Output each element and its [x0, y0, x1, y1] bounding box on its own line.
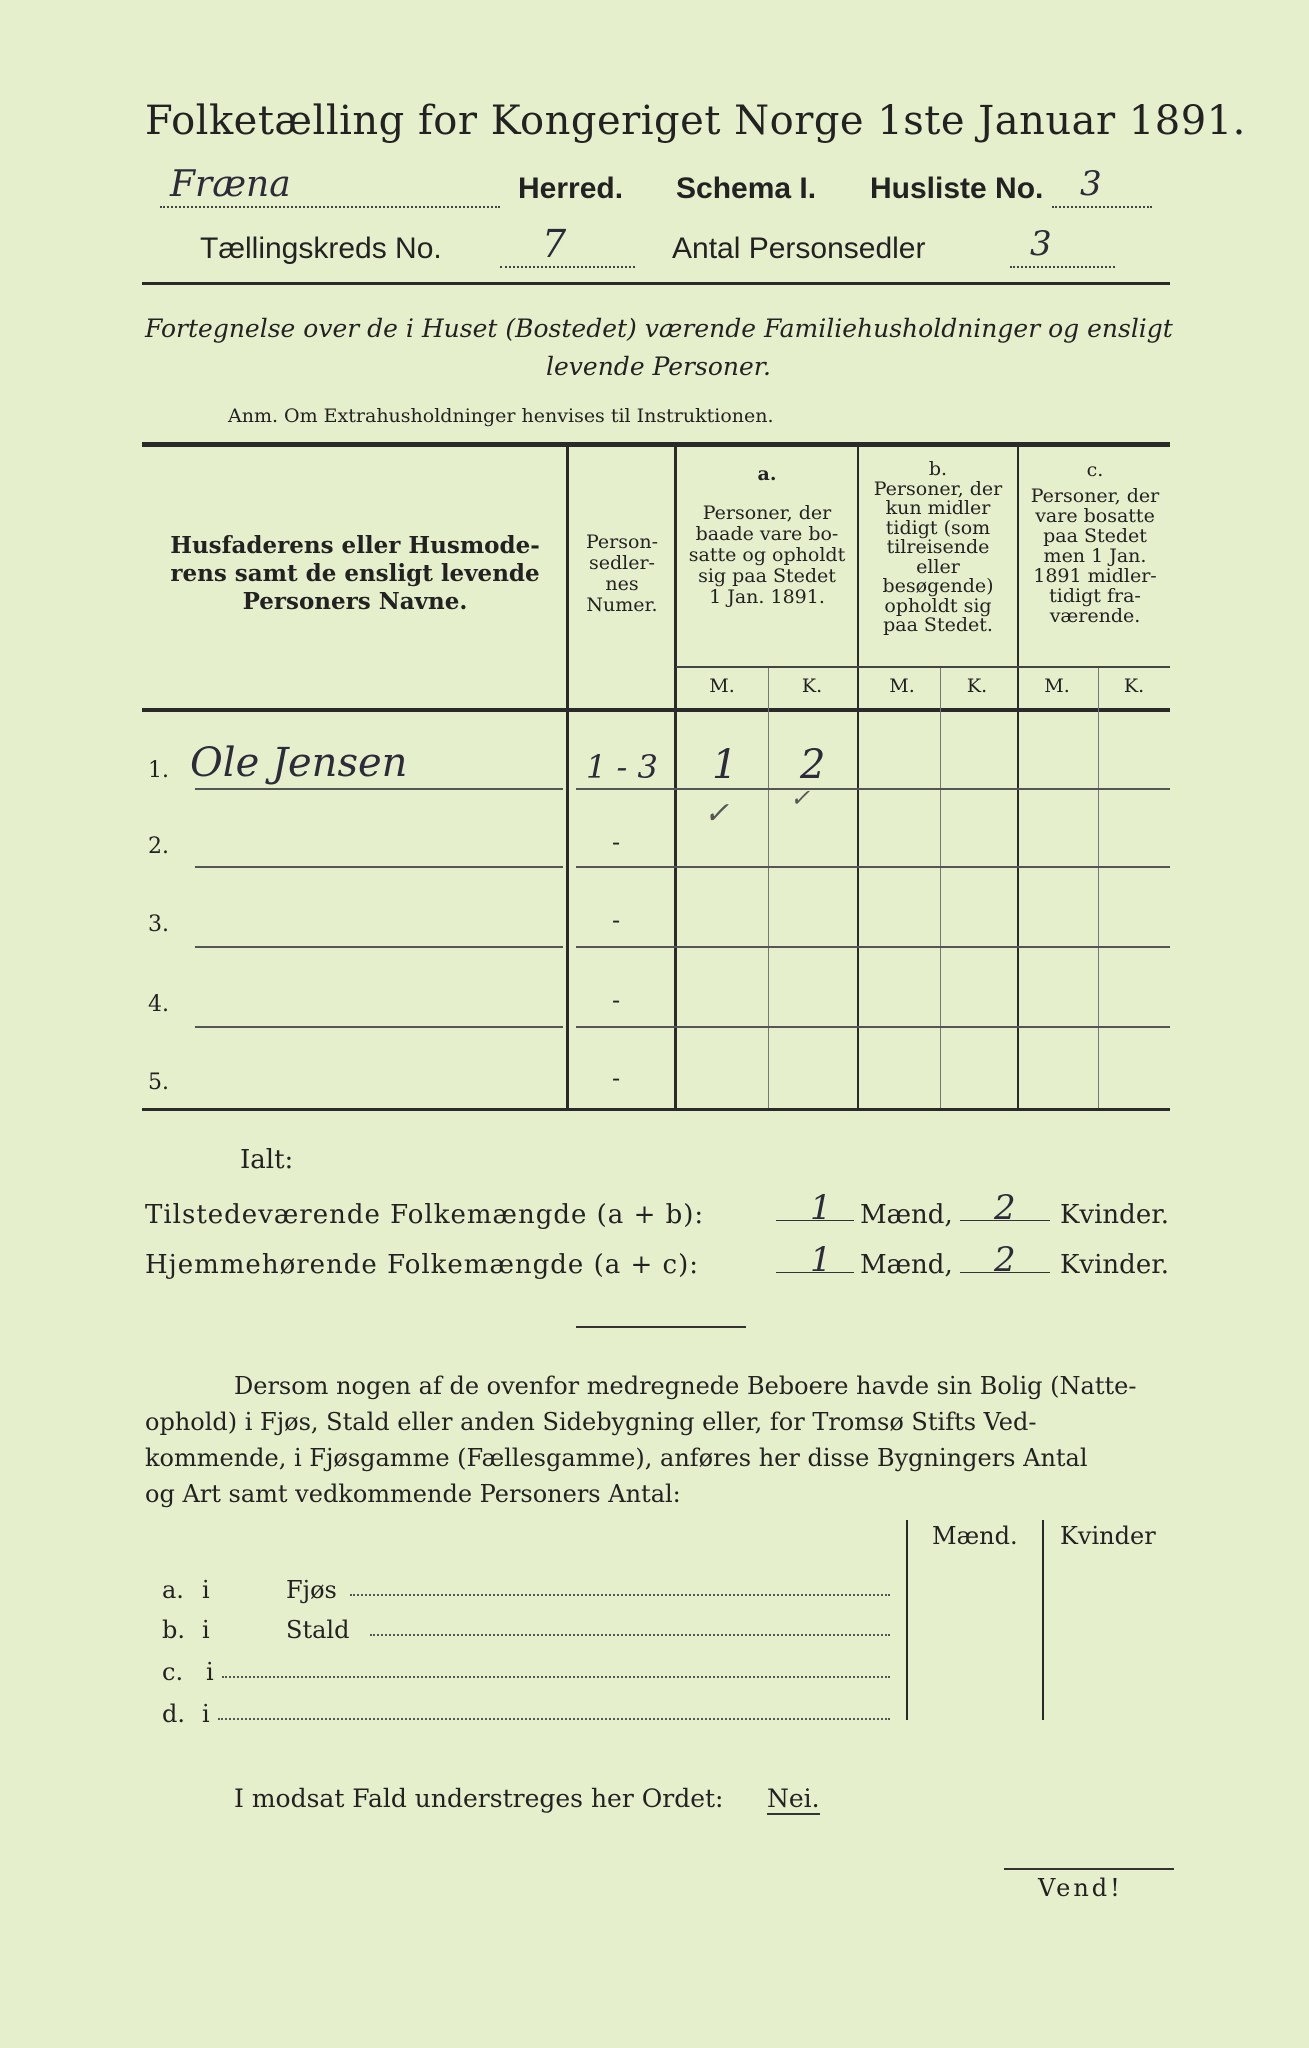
col-divider-b-mk [940, 668, 941, 1108]
c-m-label: M. [1044, 675, 1070, 697]
bolig-item-letter: b. [162, 1616, 185, 1644]
herred-field[interactable] [160, 164, 500, 208]
kreds-label: Tællingskreds No. [200, 232, 442, 265]
col-c-header-line3: paa Stedet [1043, 525, 1147, 547]
col-c-header-line7: værende. [1049, 605, 1141, 627]
row-line [576, 946, 1170, 948]
row-number: 3. [148, 912, 169, 937]
col-name-header-line2: rens samt de ensligt levende [170, 560, 540, 587]
col-num-header-line4: Numer. [586, 594, 658, 616]
ialt-label: Ialt: [240, 1145, 294, 1175]
intro-line-2: levende Personer. [546, 352, 771, 381]
hjem-maend-label: Mænd, [860, 1250, 953, 1280]
bolig-item-dots [370, 1634, 890, 1636]
hjem-label: Hjemmehørende Folkemængde (a + c): [145, 1250, 699, 1280]
row-number: 4. [148, 992, 169, 1017]
c-k-label: K. [1123, 675, 1145, 697]
hjem-kvinder-label: Kvinder. [1060, 1250, 1170, 1280]
bolig-item-dots [222, 1676, 890, 1678]
tilst-k-value: 2 [994, 1188, 1016, 1228]
col-c-header-line6: tidigt fra- [1049, 585, 1141, 607]
hjem-k-field[interactable] [960, 1240, 1050, 1280]
hjem-m-value: 1 [810, 1240, 832, 1280]
section-divider [576, 1326, 746, 1328]
row-sedler[interactable]: - [612, 986, 621, 1014]
col-name-header [150, 532, 560, 616]
row-a-k[interactable]: 2 [800, 742, 826, 788]
bolig-item-label: Fjøs [286, 1576, 337, 1604]
col-divider-a [857, 447, 859, 1108]
anm-note: Anm. Om Extrahusholdninger henvises til Instruktionen. [228, 405, 774, 427]
col-b-header-line7: opholdt sig [884, 594, 992, 617]
tilst-maend-label: Mænd, [860, 1200, 953, 1230]
col-a-header [678, 464, 856, 608]
bolig-item-letter: d. [162, 1700, 185, 1728]
vend-rule [1004, 1868, 1174, 1870]
row-number: 5. [148, 1070, 169, 1095]
row-sedler[interactable]: - [612, 1064, 621, 1092]
col-divider-a-mk [768, 668, 769, 1108]
row-line [576, 788, 1170, 790]
col-b-letter: b. [928, 458, 948, 480]
col-divider-name [566, 447, 569, 1108]
col-divider-num [674, 447, 677, 1108]
col-num-header [570, 532, 674, 616]
b-m-label: M. [889, 675, 915, 697]
bolig-item-dots [350, 1594, 890, 1596]
header-rule [142, 282, 1170, 285]
kreds-value: 7 [542, 222, 567, 266]
col-b-header-line4: tilreisende [886, 536, 990, 558]
hjem-k-value: 2 [994, 1240, 1016, 1280]
table-header-rule [142, 708, 1170, 712]
bolig-item-letter: a. [162, 1576, 184, 1604]
bolig-col-kvinder: Kvinder [1060, 1522, 1156, 1550]
modsat-text: I modsat Fald understreges her Ordet: [234, 1784, 724, 1813]
col-b-header-line8: paa Stedet. [883, 614, 993, 636]
col-a-header-line1: Personer, der [702, 502, 832, 524]
col-c-header-line2: vare bosatte [1035, 505, 1155, 527]
col-b-header [860, 460, 1016, 636]
bolig-col-maend: Mænd. [932, 1522, 1018, 1550]
antal-field[interactable] [1010, 224, 1115, 268]
row-number: 2. [148, 834, 169, 859]
tilst-label: Tilstedeværende Folkemængde (a + b): [145, 1200, 705, 1230]
nei-word[interactable]: Nei. [767, 1784, 820, 1813]
antal-label: Antal Personsedler [672, 232, 926, 265]
row-name[interactable]: Ole Jensen [190, 740, 408, 786]
husliste-label: Husliste No. [870, 172, 1044, 205]
col-num-header-line2: sedler- [589, 552, 655, 574]
row-line [195, 788, 563, 790]
hjem-m-field[interactable] [776, 1240, 854, 1280]
col-c-header [1020, 460, 1170, 626]
col-b-header-line6: besøgende) [882, 575, 994, 597]
bolig-item-label: Stald [286, 1616, 350, 1644]
col-a-header-line5: 1 Jan. 1891. [709, 586, 825, 608]
table-top-rule [142, 442, 1170, 447]
col-num-header-line1: Person- [585, 531, 659, 553]
tilst-m-value: 1 [810, 1188, 832, 1228]
mk-header-rule [676, 666, 1170, 668]
row-number: 1. [148, 758, 169, 783]
check-mark-icon: ✓ [704, 796, 730, 831]
check-mark-icon: ✓ [790, 784, 811, 812]
bolig-item-i: i [202, 1576, 210, 1604]
bolig-item-i: i [202, 1616, 210, 1644]
col-c-letter: c. [1086, 459, 1104, 481]
col-a-header-line3: satte og opholdt [688, 544, 846, 566]
bolig-item-dots [218, 1718, 890, 1720]
col-b-header-line5: eller [916, 555, 960, 578]
bolig-item-letter: c. [162, 1658, 184, 1686]
col-a-header-line4: sig paa Stedet [698, 565, 836, 587]
col-name-header-line1: Husfaderens eller Husmode- [170, 532, 540, 559]
schema-label: Schema I. [676, 172, 817, 205]
form-title: Folketælling for Kongeriget Norge 1ste Januar 1891. [145, 98, 1246, 144]
bolig-line-4: og Art samt vedkommende Personers Antal: [145, 1480, 681, 1508]
husliste-field[interactable] [1052, 164, 1152, 208]
bolig-item-i: i [206, 1658, 214, 1686]
bolig-col-divider-2 [1042, 1520, 1044, 1720]
col-divider-b [1017, 447, 1019, 1108]
tilst-m-field[interactable] [776, 1188, 854, 1228]
col-b-header-line1: Personer, der [873, 477, 1003, 500]
col-name-header-line3: Personers Navne. [242, 588, 468, 615]
col-a-letter: a. [757, 463, 777, 485]
row-sedler[interactable]: 1 - 3 [586, 748, 658, 786]
bolig-line-1: Dersom nogen af de ovenfor medregnede Beboere havde sin Bolig (Natte- [234, 1372, 1137, 1400]
row-sedler[interactable]: - [612, 828, 621, 856]
husliste-value: 3 [1080, 164, 1102, 204]
vend-text: Vend! [1038, 1874, 1123, 1902]
col-c-header-line4: men 1 Jan. [1043, 545, 1147, 567]
bolig-item-i: i [202, 1700, 210, 1728]
col-divider-c-mk [1098, 668, 1099, 1108]
tilst-kvinder-label: Kvinder. [1060, 1200, 1170, 1230]
row-a-m[interactable]: 1 [712, 742, 738, 788]
row-line [195, 866, 563, 868]
a-m-label: M. [709, 675, 735, 697]
row-line [195, 946, 563, 948]
col-num-header-line3: nes [605, 573, 639, 595]
row-line [576, 1026, 1170, 1028]
col-a-header-line2: baade vare bo- [695, 523, 839, 545]
b-k-label: K. [966, 675, 988, 697]
row-line [576, 866, 1170, 868]
col-c-header-line5: 1891 midler- [1033, 565, 1157, 587]
antal-value: 3 [1030, 224, 1052, 264]
col-b-header-line3: tidigt (som [885, 516, 991, 539]
col-b-header-line2: kun midler [885, 497, 991, 519]
bolig-col-divider-1 [906, 1520, 908, 1720]
tilst-k-field[interactable] [960, 1188, 1050, 1228]
bolig-line-2: ophold) i Fjøs, Stald eller anden Sidebygning eller, for Tromsø Stifts Ved- [145, 1408, 1037, 1436]
row-sedler[interactable]: - [612, 906, 621, 934]
row-line [195, 1026, 563, 1028]
intro-line-1: Fortegnelse over de i Huset (Bostedet) værende Familiehusholdninger og ensligt [145, 314, 1173, 343]
herred-label: Herred. [518, 172, 624, 205]
col-c-header-line1: Personer, der [1030, 485, 1160, 507]
herred-value: Fræna [170, 164, 291, 205]
bolig-line-3: kommende, i Fjøsgamme (Fællesgamme), anføres her disse Bygningers Antal [145, 1444, 1088, 1472]
kreds-field[interactable] [500, 222, 635, 268]
table-bottom-rule [142, 1108, 1170, 1111]
a-k-label: K. [801, 675, 823, 697]
